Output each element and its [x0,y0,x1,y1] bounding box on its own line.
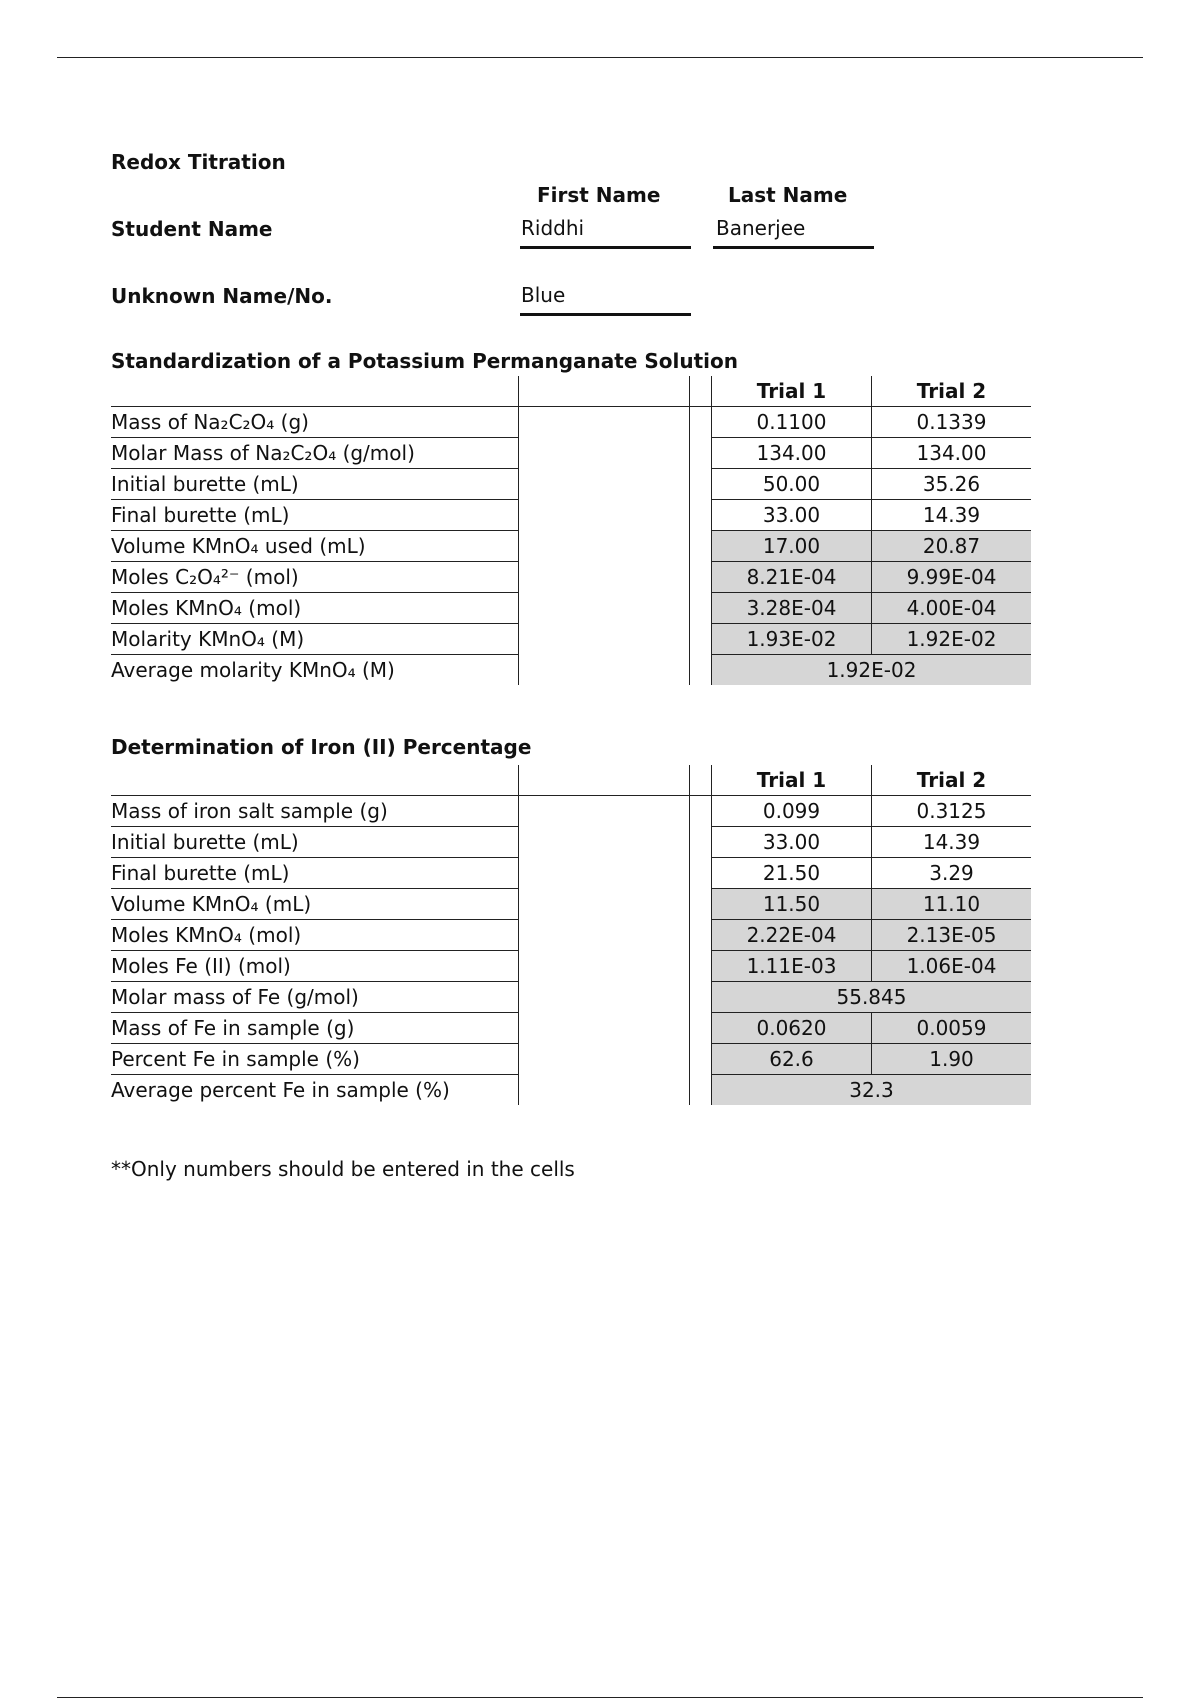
table-row [111,920,1031,951]
table-row-molar-mass [111,982,1031,1013]
trial-1-cell: 62.6 [712,1044,872,1075]
trial-2-cell[interactable]: 14.39 [872,500,1032,531]
table-header-row [111,765,1031,796]
gap-cell [690,982,712,1013]
gap-cell [690,407,712,438]
trial-2-cell: 1.90 [872,1044,1032,1075]
row-label: Average percent Fe in sample (%) [111,1078,450,1102]
trial-2-cell[interactable]: 14.39 [872,827,1032,858]
gap-cell [690,765,712,796]
row-label: Molar Mass of Na₂C₂O₄ (g/mol) [111,438,519,469]
table-row [111,1013,1031,1044]
gap-cell [690,469,712,500]
table-row [111,624,1031,655]
blank-cell [519,1013,690,1044]
first-name-header: First Name [537,183,661,207]
table-header-row [111,376,1031,407]
trial-1-cell[interactable]: 0.1100 [712,407,872,438]
blank-cell [519,889,690,920]
gap-cell [690,376,712,407]
standardization-title: Standardization of a Potassium Permanganate Solution [111,349,738,373]
blank-cell [519,624,690,655]
trial-1-cell: 1.11E-03 [712,951,872,982]
row-label: Initial burette (mL) [111,827,519,858]
blank-cell [519,858,690,889]
gap-cell [690,1044,712,1075]
trial-1-cell: 1.93E-02 [712,624,872,655]
trial-2-header: Trial 2 [872,376,1032,407]
trial-1-cell: 0.0620 [712,1013,872,1044]
row-label: Mass of Na₂C₂O₄ (g) [111,407,519,438]
table-row [111,796,1031,827]
gap-cell [690,796,712,827]
top-rule [57,57,1143,58]
unknown-field[interactable] [520,279,691,316]
blank-cell [519,765,690,796]
header-label-cell [111,765,519,796]
row-label: Molar mass of Fe (g/mol) [111,982,519,1013]
trial-1-header: Trial 1 [712,765,872,796]
first-name-field[interactable] [520,212,691,249]
trial-2-cell[interactable]: 0.3125 [872,796,1032,827]
blank-cell [519,655,690,686]
gap-cell [690,1075,712,1106]
trial-1-cell: 11.50 [712,889,872,920]
gap-cell [690,858,712,889]
table-row [111,858,1031,889]
row-label: Molarity KMnO₄ (M) [111,624,519,655]
standardization-table [111,376,1031,685]
trial-1-cell: 8.21E-04 [712,562,872,593]
row-label: Average molarity KMnO₄ (M) [111,658,395,682]
blank-cell [519,951,690,982]
trial-1-cell[interactable]: 50.00 [712,469,872,500]
trial-1-cell: 3.28E-04 [712,593,872,624]
trial-2-cell[interactable]: 3.29 [872,858,1032,889]
gap-cell [690,951,712,982]
blank-cell [519,920,690,951]
blank-cell [519,531,690,562]
row-label: Volume KMnO₄ used (mL) [111,531,519,562]
row-label: Final burette (mL) [111,858,519,889]
trial-1-cell: 2.22E-04 [712,920,872,951]
blank-cell [519,376,690,407]
iron-table [111,765,1031,1105]
trial-2-cell[interactable]: 0.1339 [872,407,1032,438]
gap-cell [690,920,712,951]
row-label: Mass of iron salt sample (g) [111,796,519,827]
gap-cell [690,889,712,920]
gap-cell [690,562,712,593]
average-molarity-cell: 1.92E-02 [712,655,1032,686]
iron-rows-b [111,1013,1031,1075]
trial-1-cell: 17.00 [712,531,872,562]
last-name-value: Banerjee [716,216,806,240]
gap-cell [690,827,712,858]
trial-1-cell[interactable]: 33.00 [712,827,872,858]
blank-cell [519,407,690,438]
table-row [111,531,1031,562]
row-label: Percent Fe in sample (%) [111,1044,519,1075]
table-row-average [111,1075,1031,1106]
row-label: Moles C₂O₄²⁻ (mol) [111,562,519,593]
gap-cell [690,531,712,562]
trial-1-cell[interactable]: 134.00 [712,438,872,469]
iron-title: Determination of Iron (II) Percentage [111,735,532,759]
row-label: Moles KMnO₄ (mol) [111,920,519,951]
row-label: Final burette (mL) [111,500,519,531]
table-row [111,593,1031,624]
table-row [111,469,1031,500]
row-label: Moles Fe (II) (mol) [111,951,519,982]
gap-cell [690,593,712,624]
blank-cell [519,1044,690,1075]
unknown-value: Blue [521,283,566,307]
header-label-cell [111,376,519,407]
gap-cell [690,438,712,469]
row-label: Volume KMnO₄ (mL) [111,889,519,920]
blank-cell [519,593,690,624]
last-name-field[interactable] [713,212,874,249]
bottom-rule [57,1697,1143,1698]
table-row [111,438,1031,469]
table-row-average [111,655,1031,686]
trial-1-cell[interactable]: 0.099 [712,796,872,827]
trial-2-header: Trial 2 [872,765,1032,796]
blank-cell [519,562,690,593]
blank-cell [519,827,690,858]
trial-2-cell: 11.10 [872,889,1032,920]
last-name-header: Last Name [728,183,848,207]
footnote: **Only numbers should be entered in the cells [111,1157,575,1181]
gap-cell [690,1013,712,1044]
standardization-rows [111,407,1031,655]
table-row [111,827,1031,858]
table-row [111,500,1031,531]
trial-2-cell: 4.00E-04 [872,593,1032,624]
gap-cell [690,655,712,686]
iron-rows-a [111,796,1031,982]
gap-cell [690,500,712,531]
trial-2-cell: 0.0059 [872,1013,1032,1044]
trial-2-cell[interactable]: 134.00 [872,438,1032,469]
student-name-label: Student Name [111,217,273,241]
trial-2-cell: 20.87 [872,531,1032,562]
blank-cell [519,796,690,827]
table-row [111,951,1031,982]
table-row [111,889,1031,920]
trial-2-cell: 9.99E-04 [872,562,1032,593]
row-label: Moles KMnO₄ (mol) [111,593,519,624]
trial-1-header: Trial 1 [712,376,872,407]
trial-2-cell: 1.06E-04 [872,951,1032,982]
blank-cell [519,469,690,500]
first-name-value: Riddhi [521,216,585,240]
molar-mass-fe-cell: 55.845 [712,982,1032,1013]
gap-cell [690,624,712,655]
table-row [111,407,1031,438]
page-title: Redox Titration [111,150,286,174]
blank-cell [519,500,690,531]
row-label: Mass of Fe in sample (g) [111,1013,519,1044]
trial-2-cell: 2.13E-05 [872,920,1032,951]
table-row [111,1044,1031,1075]
trial-2-cell[interactable]: 35.26 [872,469,1032,500]
trial-1-cell[interactable]: 21.50 [712,858,872,889]
trial-1-cell[interactable]: 33.00 [712,500,872,531]
blank-cell [519,982,690,1013]
unknown-label: Unknown Name/No. [111,284,333,308]
row-label: Initial burette (mL) [111,469,519,500]
trial-2-cell: 1.92E-02 [872,624,1032,655]
average-percent-fe-cell: 32.3 [712,1075,1032,1106]
blank-cell [519,1075,690,1106]
table-row [111,562,1031,593]
blank-cell [519,438,690,469]
